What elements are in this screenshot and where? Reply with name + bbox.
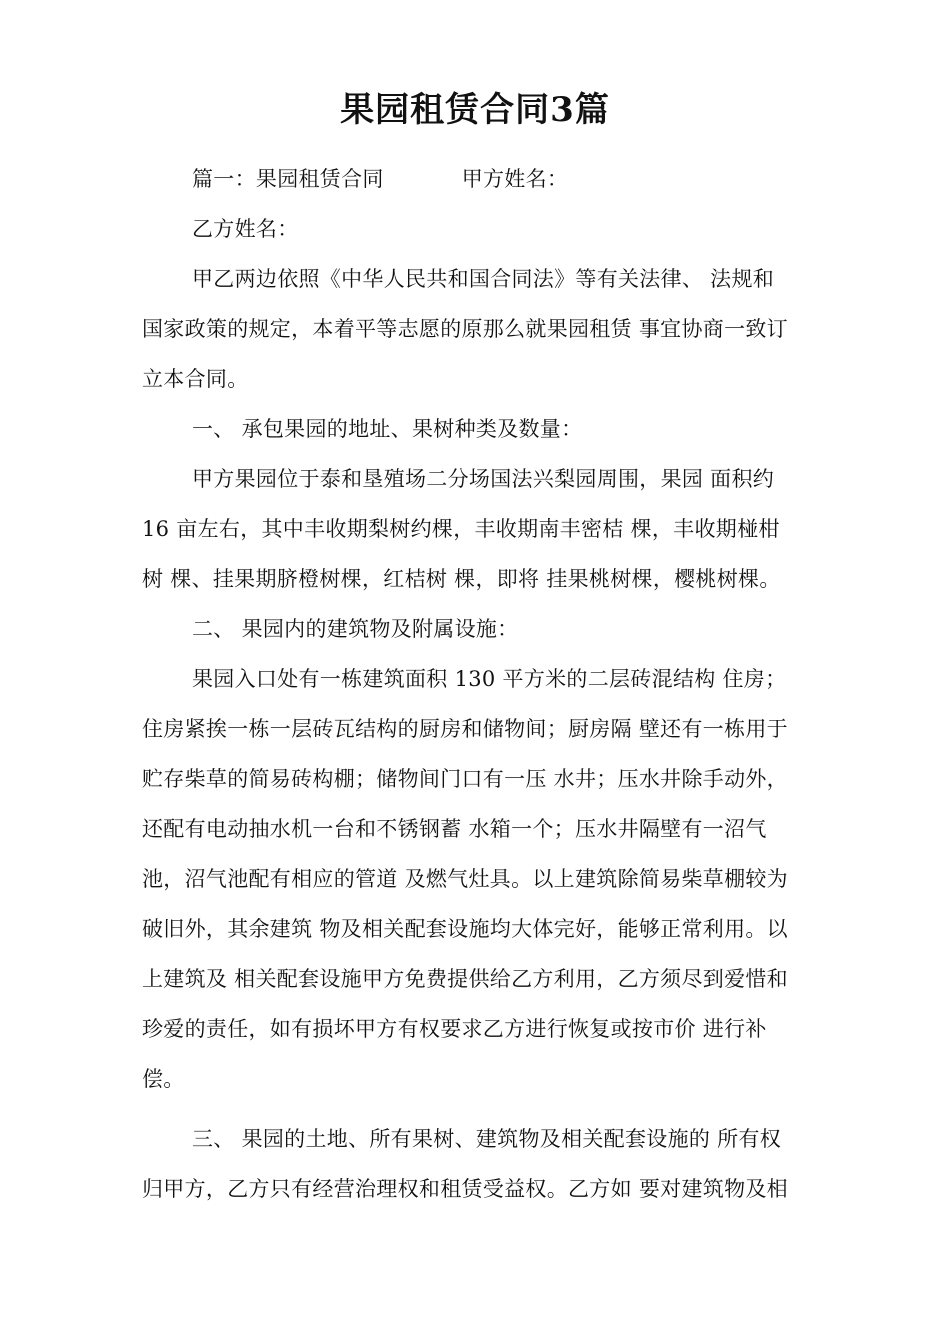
paragraph-line: 池，沼气池配有相应的管道 及燃气灶具。以上建筑除简易柴草棚较为 — [142, 867, 788, 891]
paragraph-line: 破旧外，其余建筑 物及相关配套设施均大体完好，能够正常利用。以 — [142, 917, 788, 941]
paragraph-line: 树 棵、挂果期脐橙树棵，红桔树 棵，即将 挂果桃树棵，樱桃树棵。 — [142, 567, 781, 591]
paragraph-line: 珍爱的责任，如有损坏甲方有权要求乙方进行恢复或按市价 进行补 — [142, 1017, 767, 1041]
clause-heading: 二、 果园内的建筑物及附属设施： — [192, 617, 519, 641]
paragraph-line: 甲乙两边依照《中华人民共和国合同法》等有关法律、 法规和 — [192, 267, 775, 291]
paragraph-line: 贮存柴草的简易砖构棚；储物间门口有一压 水井；压水井除手动外， — [142, 767, 788, 791]
document-title: 果园租赁合同3篇 — [340, 90, 610, 130]
paragraph-line: 住房紧挨一栋一层砖瓦结构的厨房和储物间；厨房隔 壁还有一栋用于 — [142, 717, 788, 741]
paragraph-line: 国家政策的规定，本着平等志愿的原那么就果园租赁 事宜协商一致订 — [142, 317, 788, 341]
paragraph-line: 上建筑及 相关配套设施甲方免费提供给乙方利用，乙方须尽到爱惜和 — [142, 967, 788, 991]
paragraph-line: 还配有电动抽水机一台和不锈钢蓄 水箱一个；压水井隔壁有一沼气 — [142, 817, 767, 841]
section-heading: 篇一：果园租赁合同 — [192, 167, 384, 191]
paragraph-line: 甲方果园位于泰和垦殖场二分场国法兴梨园周围，果园 面积约 — [192, 467, 775, 491]
paragraph-line: 16 亩左右，其中丰收期梨树约棵，丰收期南丰密桔 棵，丰收期椪柑 — [142, 517, 780, 541]
paragraph-line: 偿。 — [142, 1067, 185, 1091]
clause-heading: 三、 果园的土地、所有果树、建筑物及相关配套设施的 所有权 — [192, 1127, 782, 1151]
paragraph-line: 果园入口处有一栋建筑面积 130 平方米的二层砖混结构 住房； — [192, 667, 787, 691]
paragraph-line: 归甲方，乙方只有经营治理权和租赁受益权。乙方如 要对建筑物及相 — [142, 1177, 788, 1201]
party-a-name-label: 甲方姓名： — [461, 167, 569, 191]
clause-heading: 一、 承包果园的地址、果树种类及数量： — [192, 417, 583, 441]
party-b-name-label: 乙方姓名： — [192, 217, 299, 241]
paragraph-line: 立本合同。 — [142, 367, 249, 391]
section-header-line — [192, 164, 832, 194]
